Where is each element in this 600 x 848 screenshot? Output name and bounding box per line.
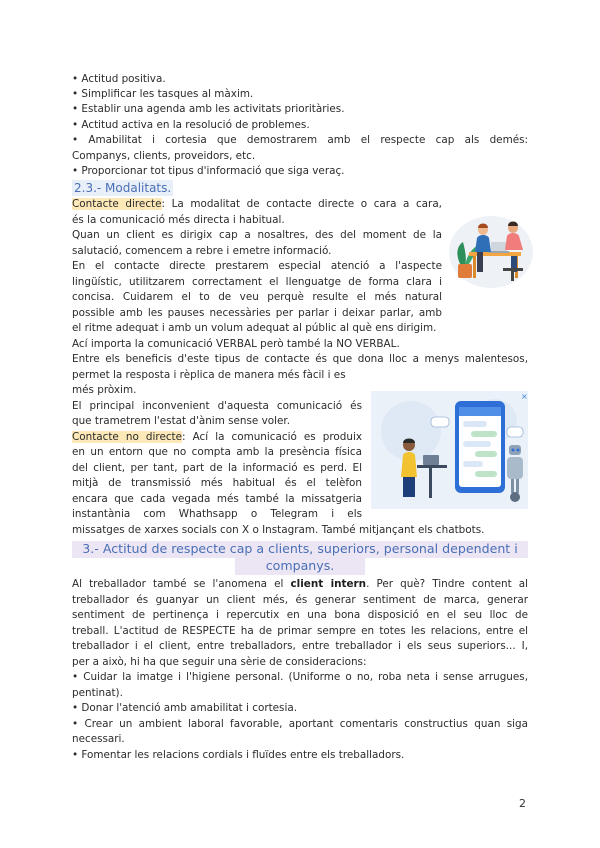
section-heading-respect-line2: companys.: [235, 558, 365, 575]
text-line: lingüístic, utilitzarem correctament el llenguatge de forma clara i: [72, 276, 442, 288]
bullet-image: • Cuidar la imatge i l'higiene personal. (Uniforme o no, roba neta i sense arrugues,: [72, 671, 528, 683]
internal-client-intro: Al treballador també se l'anomena el client intern. Per què? Tindre content al: [72, 578, 528, 590]
text-line: és la comunicació més directa i habitual.: [72, 214, 285, 226]
bullet-simplify-tasks: • Simplificar les tasques al màxim.: [72, 88, 254, 100]
text-line: Ací importa la comunicació VERBAL però també la NO VERBAL.: [72, 338, 400, 350]
indirect-contact-intro: Contacte no directe: Ací la comunicació es produix: [72, 431, 362, 443]
text-line: Entre els beneficis d'este tipus de contacte és que dona lloc a menys malentesos,: [72, 353, 528, 365]
bullet-active-attitude: • Actitud activa en la resolució de problemes.: [72, 119, 310, 131]
direct-contact-intro: Contacte directe: La modalitat de contacte directe o cara a cara,: [72, 198, 442, 210]
bullet-positive-attitude: • Actitud positiva.: [72, 73, 166, 85]
face-to-face-illustration: [447, 208, 533, 290]
chatbot-illustration: [371, 391, 528, 509]
text-line: més pròxim.: [72, 384, 137, 396]
text-line: el ritme adequat i amb un volum adequat al públic al què ens dirigim.: [72, 322, 437, 334]
text-line: treballador és guanyar un client més, és generar sentiment de marca, generar: [72, 594, 528, 606]
direct-contact-label: Contacte directe: [72, 198, 162, 210]
text-line: permet la resposta i rèplica de manera més fàcil i es: [72, 369, 346, 381]
text-line: sentiment de pertinença i repercutix en una bona disposició en el seu lloc de: [72, 609, 528, 621]
bullet-work-environment: • Crear un ambient laboral favorable, aportant comentaris constructius quan siga: [72, 718, 528, 730]
text-line: en un entorn que no compta amb la presència física: [72, 446, 362, 458]
bullet-kindness: • Amabilitat i cortesia que demostrarem amb el respecte cap als demés:: [72, 134, 528, 146]
text-line: instantània com Whathsapp o Telegram i els: [72, 508, 362, 520]
text-line: treballador i el client, entre treballadors, entre treballador i els seus superiors... I,: [72, 640, 528, 652]
text-line: per a això, hi ha que seguir una sèrie de consideracions:: [72, 656, 367, 668]
section-heading-modalities: 2.3.- Modalitats.: [74, 181, 172, 195]
section-heading-respect-line1: 3.- Actitud de respecte cap a clients, superiors, personal dependent i: [72, 541, 528, 558]
text-line: El principal inconvenient d'aquesta comunicació és: [72, 400, 362, 412]
text-line: pentinat).: [72, 687, 123, 699]
bullet-cordial-relations: • Fomentar les relacions cordials i fluïdes entre els treballadors.: [72, 749, 405, 761]
text-line: possible amb les pauses necessàries per parlar i deixar parlar, amb: [72, 307, 442, 319]
text-line: mitjà de transmissió més habitual és el telèfon: [72, 477, 362, 489]
bullet-agenda: • Establir una agenda amb les activitats prioritàries.: [72, 103, 345, 115]
close-icon: ×: [521, 392, 528, 401]
text-line: concisa. Cuidarem el to de veu perquè resulte el més natural: [72, 291, 442, 303]
text-line: Quan un client es dirigix cap a nosaltres, des del moment de la: [72, 229, 442, 241]
text-line: salutació, comencem a rebre i emetre informació.: [72, 245, 332, 257]
text-line: del client, per tant, part de la informació es perd. El: [72, 462, 362, 474]
page-number: 2: [519, 797, 526, 810]
text-line: encara que cada vegada més també la missatgeria: [72, 493, 362, 505]
bullet-courtesy: • Donar l'atenció amb amabilitat i cortesia.: [72, 702, 298, 714]
bullet-information: • Proporcionar tot tipus d'informació que siga veraç.: [72, 165, 345, 177]
text-line: missatges de xarxes socials con X o Instagram. També mitjançant els chatbots.: [72, 524, 485, 536]
client-intern-term: client intern: [290, 578, 367, 590]
indirect-contact-label: Contacte no directe: [72, 431, 183, 443]
text-line: que trametrem l'estat d'ànim sense voler.: [72, 415, 291, 427]
text-line: necessari.: [72, 733, 125, 745]
text-line: treball. L'actitud de RESPECTE ha de primar sempre en totes les relacions, entre el: [72, 625, 528, 637]
text-line: En el contacte directe prestarem especial atenció a l'aspecte: [72, 260, 442, 272]
bullet-kindness-cont: Companys, clients, proveidors, etc.: [72, 150, 256, 162]
